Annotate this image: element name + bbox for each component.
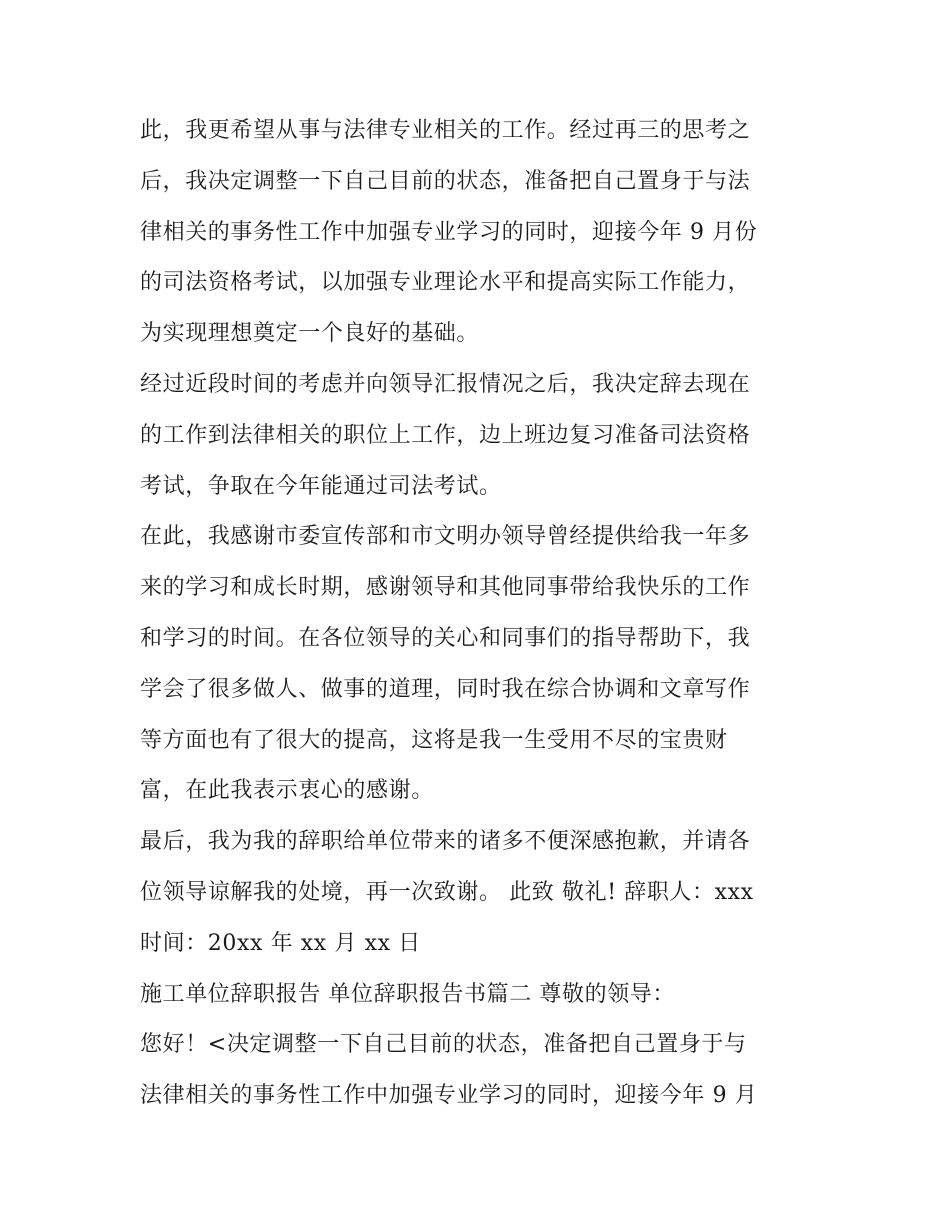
text-line: 为实现理想奠定一个良好的基础。 (140, 321, 480, 347)
text-line: 时间：20xx 年 xx 月 xx 日 (140, 930, 421, 956)
text-line: 此，我更希望从事与法律专业相关的工作。经过再三的思考之 (140, 118, 751, 143)
text-line: 最后，我为我的辞职给单位带来的诸多不便深感抱歉，并请各 (140, 829, 751, 855)
text-line: 在此，我感谢市委宣传部和市文明办领导曾经提供给我一年多 (140, 524, 751, 550)
text-line: 法律相关的事务性工作中加强专业学习的同时，迎接今年 9 月 (140, 1083, 758, 1109)
text-line: 律相关的事务性工作中加强专业学习的同时，迎接今年 9 月份 (140, 219, 758, 245)
text-line: 位领导谅解我的处境，再一次致谢。 此致 敬礼! 辞职人：xxx (140, 879, 754, 905)
text-line: 来的学习和成长时期，感谢领导和其他同事带给我快乐的工作 (140, 575, 751, 601)
text-line: 的工作到法律相关的职位上工作，边上班边复习准备司法资格 (140, 422, 751, 448)
text-line: 您好！<决定调整一下自己目前的状态，准备把自己置身于与 (140, 1032, 747, 1058)
text-line: 施工单位辞职报告 单位辞职报告书篇二 尊敬的领导： (140, 981, 675, 1007)
text-line: 和学习的时间。在各位领导的关心和同事们的指导帮助下，我 (140, 625, 751, 651)
document-body (140, 106, 820, 1122)
text-line: 经过近段时间的考虑并向领导汇报情况之后，我决定辞去现在 (140, 371, 751, 397)
text-line: 富，在此我表示衷心的感谢。 (140, 778, 434, 804)
text-line: 考试，争取在今年能通过司法考试。 (140, 473, 502, 499)
text-line: 的司法资格考试，以加强专业理论水平和提高实际工作能力， (140, 270, 751, 296)
text-line: 等方面也有了很大的提高，这将是我一生受用不尽的宝贵财 (140, 727, 728, 753)
text-line: 学会了很多做人、做事的道理，同时我在综合协调和文章写作 (140, 676, 751, 702)
text-line: 后，我决定调整一下自己目前的状态，准备把自己置身于与法 (140, 168, 751, 194)
